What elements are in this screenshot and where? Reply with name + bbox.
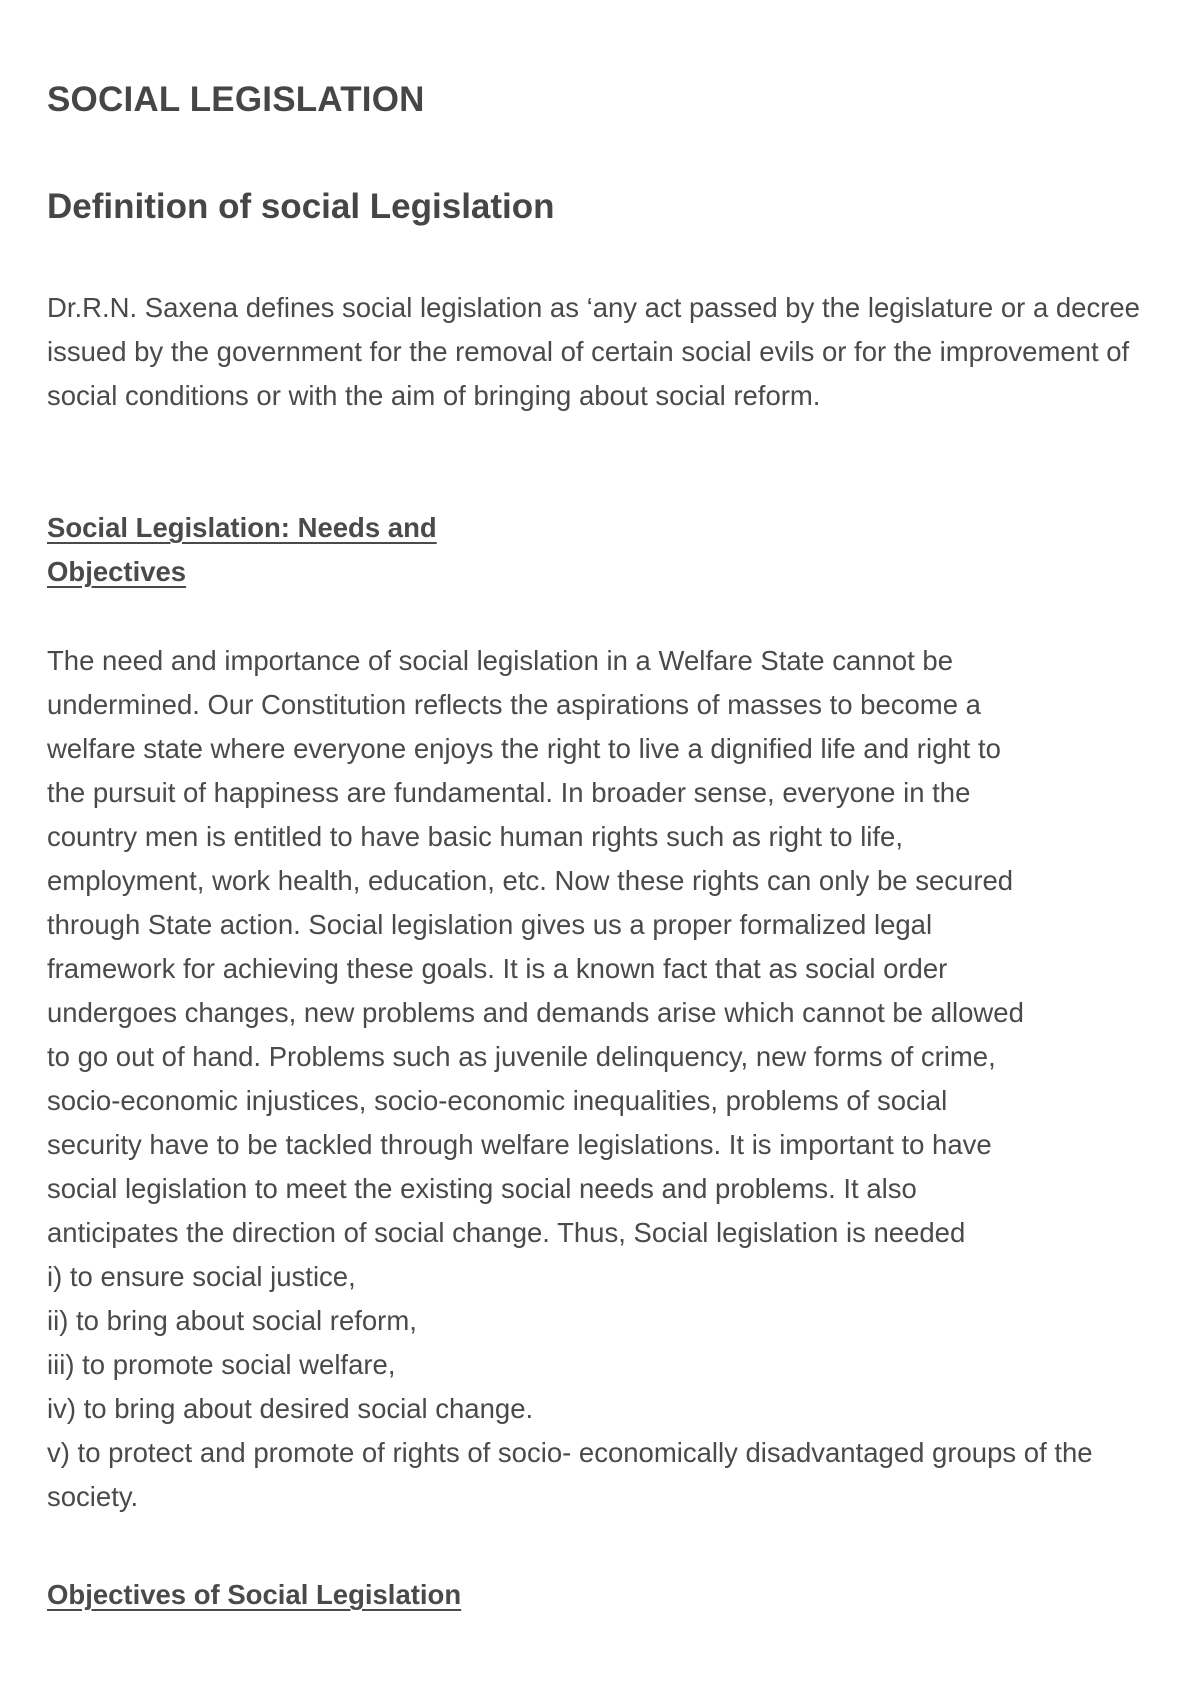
list-item: ii) to bring about social reform, bbox=[47, 1305, 417, 1336]
needs-line: social legislation to meet the existing social needs and problems. It also bbox=[47, 1173, 917, 1204]
list-item: v) to protect and promote of rights of socio- economically disadvantaged groups of the society. bbox=[47, 1437, 1093, 1512]
list-item: iii) to promote social welfare, bbox=[47, 1349, 396, 1380]
list-item: iv) to bring about desired social change. bbox=[47, 1393, 534, 1424]
needs-paragraph bbox=[47, 639, 1162, 1255]
needs-line: employment, work health, education, etc. Now these rights can only be secured bbox=[47, 865, 1014, 896]
needs-heading: Social Legislation: Needs and Objectives bbox=[47, 512, 437, 587]
definition-heading: Definition of social Legislation bbox=[47, 187, 555, 226]
needs-line: to go out of hand. Problems such as juvenile delinquency, new forms of crime, bbox=[47, 1041, 996, 1072]
list-item: i) to ensure social justice, bbox=[47, 1261, 356, 1292]
needs-line: undergoes changes, new problems and demands arise which cannot be allowed bbox=[47, 997, 1024, 1028]
definition-paragraph: Dr.R.N. Saxena defines social legislation as ‘any act passed by the legislature or a decree issued by the government for the removal of certain social evils or for the improvement of social conditions or with the aim of bringing about social reform. bbox=[47, 292, 1140, 411]
document-title: SOCIAL LEGISLATION bbox=[47, 80, 425, 119]
needs-list bbox=[47, 1255, 1162, 1519]
needs-line: anticipates the direction of social change. Thus, Social legislation is needed bbox=[47, 1217, 966, 1248]
objectives-heading: Objectives of Social Legislation bbox=[47, 1579, 462, 1610]
needs-line: framework for achieving these goals. It is a known fact that as social order bbox=[47, 953, 948, 984]
needs-line: welfare state where everyone enjoys the right to live a dignified life and right to bbox=[47, 733, 1001, 764]
needs-line: the pursuit of happiness are fundamental. In broader sense, everyone in the bbox=[47, 777, 971, 808]
needs-line: through State action. Social legislation gives us a proper formalized legal bbox=[47, 909, 933, 940]
needs-line: socio-economic injustices, socio-economic inequalities, problems of social bbox=[47, 1085, 948, 1116]
needs-line: The need and importance of social legislation in a Welfare State cannot be bbox=[47, 645, 954, 676]
needs-line: undermined. Our Constitution reflects the aspirations of masses to become a bbox=[47, 689, 981, 720]
needs-line: security have to be tackled through welfare legislations. It is important to have bbox=[47, 1129, 992, 1160]
needs-line: country men is entitled to have basic human rights such as right to life, bbox=[47, 821, 903, 852]
